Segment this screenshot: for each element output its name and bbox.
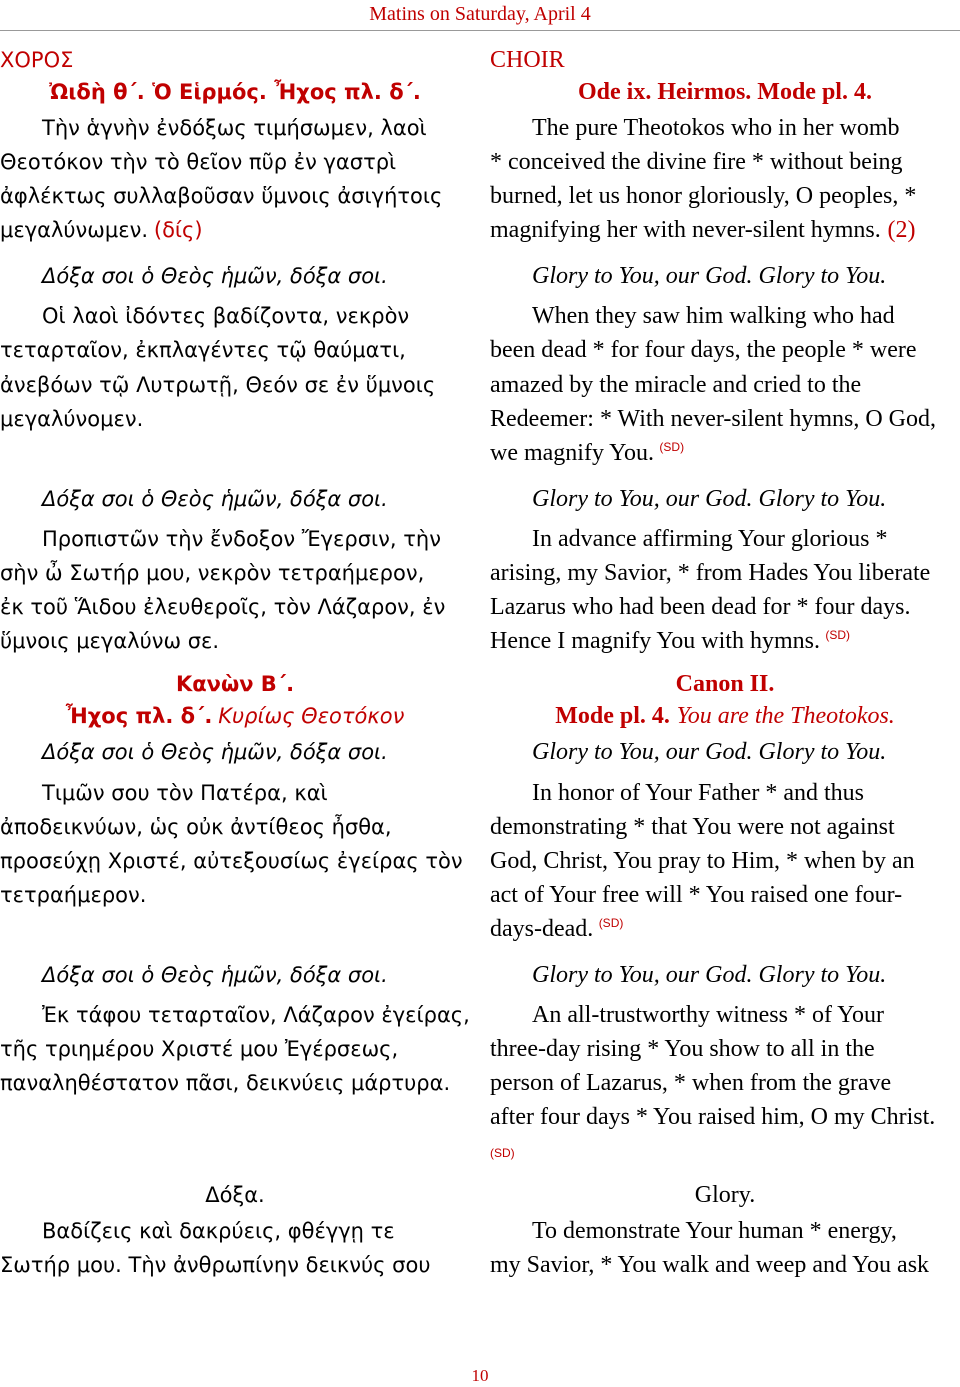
english-troparion-line: been dead * for four days, the people * were: [490, 337, 917, 363]
greek-refrain: Δόξα σοι ὁ Θεὸς ἡμῶν, δόξα σοι.: [42, 740, 388, 764]
greek-glory-title: Δόξα.: [205, 1183, 265, 1207]
greek-troparion-line: σὴν ὦ Σωτήρ μου, νεκρὸν τετραήμερον,: [0, 561, 425, 585]
greek-repeat-marker: (δίς): [153, 218, 203, 242]
english-troparion-line: after four days * You raised him, O my Christ.: [490, 1104, 936, 1130]
greek-troparion-line: Οἱ λαοὶ ἰδόντες βαδίζοντα, νεκρὸν: [42, 304, 410, 328]
page-number: 10: [471, 1366, 489, 1385]
english-heirmos-line: * conceived the divine fire * without being: [490, 149, 903, 175]
english-column: [490, 0, 960, 1387]
greek-troparion-line: παναληθέστατον πᾶσι, δεικνύεις μάρτυρα.: [0, 1071, 451, 1095]
english-troparion-text: days-dead.: [490, 916, 594, 942]
english-troparion-line: demonstrating * that You were not against: [490, 814, 895, 840]
english-troparion-line-last: [490, 436, 684, 470]
english-troparion-line-last: [490, 912, 623, 946]
greek-troparion-line: ὕμνοις μεγαλύνω σε.: [0, 629, 220, 653]
greek-troparion-line: Προπιστῶν τὴν ἔνδοξον Ἔγερσιν, τὴν: [42, 527, 441, 551]
greek-troparion-line: ἐκ τοῦ Ἅιδου ἐλευθεροῖς, τὸν Λάζαρον, ἐν: [0, 595, 446, 619]
english-heirmos-text: magnifying her with never-silent hymns.: [490, 217, 881, 243]
greek-heirmos-text: μεγαλύνωμεν.: [0, 218, 148, 242]
greek-canon-mode-line: [0, 699, 470, 733]
english-troparion-line: Redeemer: * With never-silent hymns, O God,: [490, 406, 937, 432]
english-troparion-line: An all-trustworthy witness * of Your: [532, 1002, 884, 1028]
english-troparion-line: God, Christ, You pray to Him, * when by an: [490, 848, 915, 874]
greek-refrain: Δόξα σοι ὁ Θεὸς ἡμῶν, δόξα σοι.: [42, 487, 388, 511]
greek-heirmos-line-last: [0, 213, 203, 247]
english-canon-mode-line: [490, 699, 960, 733]
greek-troparion-line: προσεύχῃ Χριστέ, αὐτεξουσίως ἐγείρας τὸν: [0, 849, 463, 873]
greek-troparion-line: Τιμῶν σου τὸν Πατέρα, καὶ: [42, 781, 328, 805]
greek-column: [0, 0, 470, 1387]
english-glory-line: my Savior, * You walk and weep and You ask: [490, 1252, 930, 1278]
sd-marker: (SD): [825, 628, 851, 642]
greek-heirmos-line: Θεοτόκον τὴν τὸ θεῖον πῦρ ἐν γαστρὶ: [0, 150, 397, 174]
english-ode-heading: Ode ix. Heirmos. Mode pl. 4.: [578, 79, 872, 105]
english-canon-mode: Mode pl. 4.: [555, 703, 670, 729]
greek-glory-line: Βαδίζεις καὶ δακρύεις, φθέγγῃ τε: [42, 1219, 395, 1243]
greek-troparion-line: Ἐκ τάφου τεταρταῖον, Λάζαρον ἐγείρας,: [42, 1003, 470, 1027]
english-canon-title: Canon II.: [675, 671, 775, 697]
running-header: Matins on Saturday, April 4: [369, 3, 591, 25]
english-troparion-line: arising, my Savior, * from Hades You liberate: [490, 560, 931, 586]
english-choir-label: CHOIR: [490, 47, 565, 73]
english-troparion-line: act of Your free will * You raised one four-: [490, 882, 903, 908]
greek-troparion-line: ἀποδεικνύων, ὡς οὐκ ἀντίθεος ἦσθα,: [0, 815, 392, 839]
english-troparion-line: When they saw him walking who had: [532, 303, 895, 329]
greek-refrain: Δόξα σοι ὁ Θεὸς ἡμῶν, δόξα σοι.: [42, 264, 388, 288]
greek-troparion-line: ἀνεβόων τῷ Λυτρωτῇ, Θεόν σε ἐν ὕμνοις: [0, 373, 436, 397]
english-troparion-text: we magnify You.: [490, 440, 655, 466]
greek-troparion-line: τετραήμερον.: [0, 883, 147, 907]
english-troparion-line: In advance affirming Your glorious *: [532, 526, 888, 552]
english-troparion-line: person of Lazarus, * when from the grave: [490, 1070, 892, 1096]
english-refrain: Glory to You, our God. Glory to You.: [532, 962, 887, 988]
english-heirmos-line-last: [490, 213, 915, 247]
english-repeat-marker: (2): [887, 217, 916, 243]
greek-canon-title: Κανὼν Β΄.: [175, 672, 295, 696]
english-troparion-line: In honor of Your Father * and thus: [532, 780, 864, 806]
greek-heirmos-line: ἀφλέκτως συλλαβοῦσαν ὕμνοις ἀσιγήτοις: [0, 184, 443, 208]
sd-marker: (SD): [490, 1146, 515, 1160]
english-refrain: Glory to You, our God. Glory to You.: [532, 739, 887, 765]
greek-glory-line: Σωτήρ μου. Τὴν ἀνθρωπίνην δεικνύς σου: [0, 1253, 431, 1277]
greek-canon-mode: Ἦχος πλ. δ΄.: [65, 704, 213, 728]
english-troparion-text: Hence I magnify You with hymns.: [490, 628, 820, 654]
greek-choir-label: ΧΟΡΟΣ: [0, 48, 74, 72]
greek-heirmos-line: Τὴν ἁγνὴν ἐνδόξως τιμήσωμεν, λαοὶ: [42, 116, 427, 140]
english-troparion-line-last: [490, 624, 850, 658]
greek-troparion-line: τεταρταῖον, ἐκπλαγέντες τῷ θαύματι,: [0, 338, 406, 362]
english-troparion-line: amazed by the miracle and cried to the: [490, 372, 862, 398]
sd-marker: (SD): [659, 440, 685, 454]
greek-refrain: Δόξα σοι ὁ Θεὸς ἡμῶν, δόξα σοι.: [42, 963, 388, 987]
greek-canon-melody: Κυρίως Θεοτόκον: [218, 704, 405, 728]
sd-marker: (SD): [598, 916, 624, 930]
greek-troparion-line: τῆς τριημέρου Χριστέ μου Ἐγέρσεως,: [0, 1037, 399, 1061]
english-glory-title: Glory.: [694, 1182, 756, 1208]
english-troparion-line: Lazarus who had been dead for * four days.: [490, 594, 911, 620]
english-refrain: Glory to You, our God. Glory to You.: [532, 263, 887, 289]
english-heirmos-line: burned, let us honor gloriously, O peoples, *: [490, 183, 917, 209]
english-canon-melody: You are the Theotokos.: [676, 703, 895, 729]
english-heirmos-line: The pure Theotokos who in her womb: [532, 115, 900, 141]
greek-troparion-line: μεγαλύνομεν.: [0, 407, 144, 431]
english-refrain: Glory to You, our God. Glory to You.: [532, 486, 887, 512]
greek-ode-heading: Ὠιδὴ θ΄. Ὁ Εἱρμός. Ἦχος πλ. δ΄.: [49, 80, 421, 104]
english-troparion-line: three-day rising * You show to all in the: [490, 1036, 875, 1062]
english-glory-line: To demonstrate Your human * energy,: [532, 1218, 897, 1244]
